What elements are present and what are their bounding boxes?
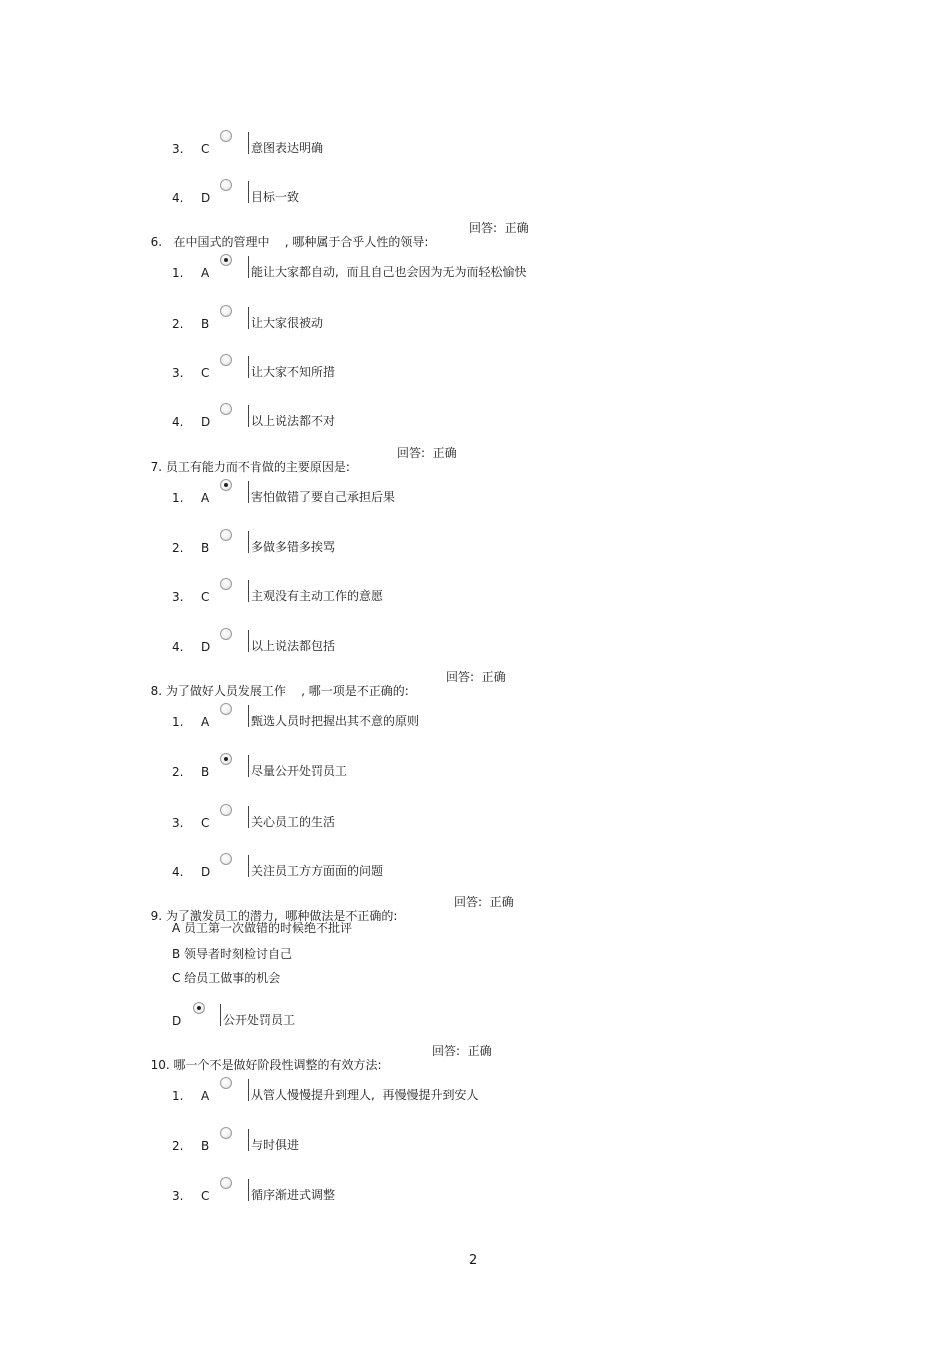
option-letter: D xyxy=(201,865,211,879)
radio-button[interactable] xyxy=(220,703,232,715)
radio-button-selected[interactable] xyxy=(220,254,232,266)
option-number: 2. xyxy=(172,541,184,555)
option-number: 3. xyxy=(172,1189,184,1203)
divider xyxy=(248,1079,249,1101)
option-number: 3. xyxy=(172,816,184,830)
divider xyxy=(248,132,249,154)
option-number: 3. xyxy=(172,590,184,604)
answer-status: 回答: 正确 xyxy=(432,1044,492,1058)
option-text: 公开处罚员工 xyxy=(223,1013,296,1027)
option-number: 1. xyxy=(172,1089,184,1103)
answer-status: 回答: 正确 xyxy=(454,895,514,909)
q5-option-d xyxy=(0,171,950,205)
option-letter: D xyxy=(172,1014,182,1028)
question-text: 8. 为了做好人员发展工作 , 哪一项是不正确的: xyxy=(150,684,409,698)
option-letter: B xyxy=(201,765,210,779)
radio-button[interactable] xyxy=(220,853,232,865)
option-number: 3. xyxy=(172,366,184,380)
option-letter: B xyxy=(201,541,210,555)
radio-button[interactable] xyxy=(220,305,232,317)
radio-button-selected[interactable] xyxy=(193,1002,205,1014)
answer-status: 回答: 正确 xyxy=(446,670,506,684)
divider xyxy=(248,806,249,828)
option-number: 1. xyxy=(172,266,184,280)
option-text: 目标一致 xyxy=(251,190,300,204)
divider xyxy=(248,307,249,329)
radio-button[interactable] xyxy=(220,403,232,415)
option-text: 主观没有主动工作的意愿 xyxy=(251,589,384,603)
divider xyxy=(248,481,249,503)
q6-option-a xyxy=(0,246,950,280)
option-letter: B xyxy=(201,1139,210,1153)
divider xyxy=(248,405,249,427)
q7-option-a xyxy=(0,471,950,505)
answer-status: 回答: 正确 xyxy=(469,221,529,235)
option-text: 甄选人员时把握出其不意的原则 xyxy=(251,714,420,728)
divider xyxy=(248,256,249,278)
option-text: 以上说法都不对 xyxy=(251,414,336,428)
radio-button[interactable] xyxy=(220,578,232,590)
option-letter: C xyxy=(201,816,210,830)
option-text: 让大家很被动 xyxy=(251,316,324,330)
divider xyxy=(248,855,249,877)
option-text: 能让大家都自动, 而且自己也会因为无为而轻松愉快 xyxy=(251,265,527,279)
option-letter: C xyxy=(201,590,210,604)
radio-button[interactable] xyxy=(220,628,232,640)
divider xyxy=(248,755,249,777)
q9-option-b: B 领导者时刻检讨自己 xyxy=(172,947,293,961)
radio-button[interactable] xyxy=(220,1127,232,1139)
radio-button[interactable] xyxy=(220,529,232,541)
question-text: 10. 哪一个不是做好阶段性调整的有效方法: xyxy=(150,1058,382,1072)
option-text: 与时俱进 xyxy=(251,1138,300,1152)
option-letter: D xyxy=(201,191,211,205)
divider xyxy=(220,1004,221,1026)
answer-status: 回答: 正确 xyxy=(397,446,457,460)
q9-option-c: C 给员工做事的机会 xyxy=(172,971,281,985)
option-text: 意图表达明确 xyxy=(251,141,324,155)
option-text: 循序渐进式调整 xyxy=(251,1188,336,1202)
divider xyxy=(248,630,249,652)
option-letter: A xyxy=(201,1089,210,1103)
divider xyxy=(248,705,249,727)
option-number: 4. xyxy=(172,415,184,429)
option-text: 以上说法都包括 xyxy=(251,639,336,653)
option-letter: D xyxy=(201,640,211,654)
question-text: 7. 员工有能力而不肯做的主要原因是: xyxy=(150,460,350,474)
q8-option-b xyxy=(0,745,950,779)
option-letter: D xyxy=(201,415,211,429)
q7-option-c xyxy=(0,570,950,604)
divider xyxy=(248,356,249,378)
option-letter: B xyxy=(201,317,210,331)
option-number: 2. xyxy=(172,317,184,331)
option-letter: C xyxy=(201,366,210,380)
option-letter: C xyxy=(201,142,210,156)
option-number: 1. xyxy=(172,715,184,729)
page-number: 2 xyxy=(469,1253,478,1268)
divider xyxy=(248,531,249,553)
question-text: 9. 为了激发员工的潜力, 哪种做法是不正确的: xyxy=(150,909,398,923)
option-number: 2. xyxy=(172,1139,184,1153)
radio-button[interactable] xyxy=(220,130,232,142)
option-number: 2. xyxy=(172,765,184,779)
radio-button[interactable] xyxy=(220,1177,232,1189)
radio-button[interactable] xyxy=(220,354,232,366)
q8-option-c xyxy=(0,796,950,830)
q6-option-d xyxy=(0,395,950,429)
q5-option-c xyxy=(0,122,950,156)
q9-option-d xyxy=(0,994,950,1028)
q10-option-b xyxy=(0,1119,950,1153)
option-letter: A xyxy=(201,715,210,729)
q7-option-b xyxy=(0,521,950,555)
option-letter: A xyxy=(201,491,210,505)
radio-button[interactable] xyxy=(220,804,232,816)
q7-option-d xyxy=(0,620,950,654)
option-text: 关心员工的生活 xyxy=(251,815,336,829)
option-text: 多做多错多挨骂 xyxy=(251,540,336,554)
option-text: 关注员工方方面面的问题 xyxy=(251,864,384,878)
question-text: 6. 在中国式的管理中 , 哪种属于合乎人性的领导: xyxy=(150,235,429,249)
option-text: 尽量公开处罚员工 xyxy=(251,764,348,778)
option-text: 从管人慢慢提升到理人, 再慢慢提升到安人 xyxy=(251,1088,479,1102)
radio-button-selected[interactable] xyxy=(220,753,232,765)
divider xyxy=(248,580,249,602)
option-number: 1. xyxy=(172,491,184,505)
radio-button-selected[interactable] xyxy=(220,479,232,491)
option-letter: C xyxy=(201,1189,210,1203)
option-text: 害怕做错了要自己承担后果 xyxy=(251,490,396,504)
divider xyxy=(248,1129,249,1151)
q10-option-c xyxy=(0,1169,950,1203)
option-number: 3. xyxy=(172,142,184,156)
option-number: 4. xyxy=(172,640,184,654)
q10-option-a xyxy=(0,1069,950,1103)
q6-option-c xyxy=(0,346,950,380)
option-number: 4. xyxy=(172,191,184,205)
radio-button[interactable] xyxy=(220,1077,232,1089)
q6-option-b xyxy=(0,297,950,331)
q8-option-d xyxy=(0,845,950,879)
option-letter: A xyxy=(201,266,210,280)
option-text: 让大家不知所措 xyxy=(251,365,336,379)
option-number: 4. xyxy=(172,865,184,879)
divider xyxy=(248,1179,249,1201)
divider xyxy=(248,181,249,203)
radio-button[interactable] xyxy=(220,179,232,191)
q8-option-a xyxy=(0,695,950,729)
q9-option-a: A 员工第一次做错的时候绝不批评 xyxy=(172,921,353,935)
